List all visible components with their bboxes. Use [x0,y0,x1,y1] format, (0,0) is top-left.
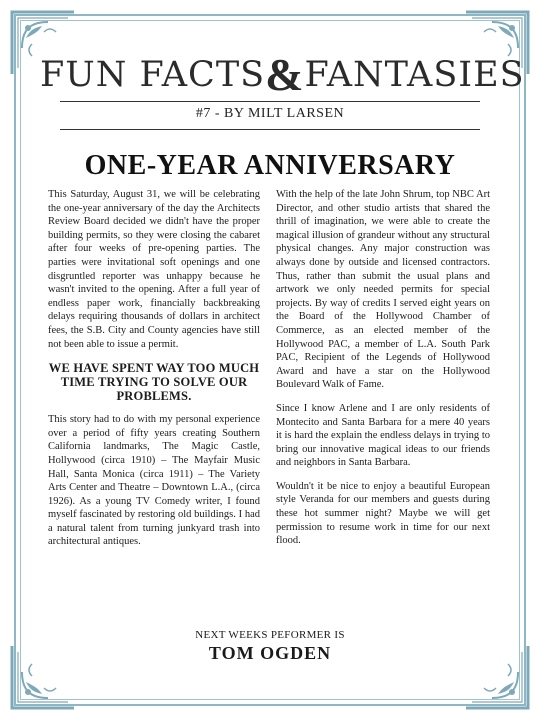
masthead [40,49,525,100]
article-column-left [48,188,260,559]
masthead-ampersand: & [265,49,305,100]
article-paragraph: Wouldn't it be nice to enjoy a beautiful European style Veranda for our members and guests during these hot summer night? Maybe we will get permission to resume work in time for our next flood. [276,480,490,547]
next-performer-name: TOM OGDEN [208,643,332,663]
next-performer-label: NEXT WEEKS PEFORMER IS [195,629,345,641]
masthead-rule-top [60,101,480,102]
article-headline: ONE-YEAR ANNIVERSARY [84,150,456,181]
article-subhead: WE HAVE SPENT WAY TOO MUCH TIME TRYING TO SOLVE OUR PROBLEMS. [48,361,260,404]
masthead-title [40,49,525,100]
article-paragraph: Since I know Arlene and I are only residents of Montecito and Santa Barbara for a mere 40 years it is hard the explain the endless delays in trying to bring our innovative magical ideas to our friends and neighbors in Santa Barbara. [276,402,490,469]
byline: #7 - BY MILT LARSEN [195,106,345,121]
article-paragraph: This story had to do with my personal experience over a period of fifty years creating Southern California landmarks, The Magic Castle, Hollywood (circa 1910) – The Mayfair Music Hall, Santa Monica (circa 1911) – The Variety Arts Center and Theatre – Downtown L.A., (circa 1926). As a young TV Comedy writer, I found myself fascinated by restoring old buildings. I had a natural talent from turning junkyard trash into architectural antiques. [48,414,260,548]
article-paragraph: This Saturday, August 31, we will be celebrating the one-year anniversary of the day the Architects Review Board decided we didn't have the proper building permits, so they were closing the cabaret after four weeks of pre-opening parties. The parties were invitational soft openings and one disgruntled reporter was unhappy because he wasn't invited to the opening. After a full year of endless paper work, financially backbreaking delays requiring thousands of dollars in architect fees, the S.B. City and County agencies have still not been able to issue a permit. [48,189,260,350]
article-column-right [276,188,490,558]
masthead-rule-bottom [60,129,480,130]
masthead-title-right: FANTASIES [304,55,525,95]
masthead-title-left: FUN FACTS [40,55,266,95]
article-paragraph: With the help of the late John Shrum, top NBC Art Director, and other studio artists that shared the thrill of imagination, we were able to create the magical illusion of grandeur without any structural physical changes. Any major construction was always done by outside and licensed contractors. Thus, rather than submit the usual plans and artwork we only needed permits for special projects. By way of credits I served eight years on the Board of the Hollywood Chamber of Commerce, as an elected member of the Hollywood PAC, a member of L.A. South Park PAC, Recipient of the Legends of Hollywood Award and have a star on the Hollywood Boulevard Walk of Fame. [276,189,490,391]
next-performer-notice [40,629,500,664]
